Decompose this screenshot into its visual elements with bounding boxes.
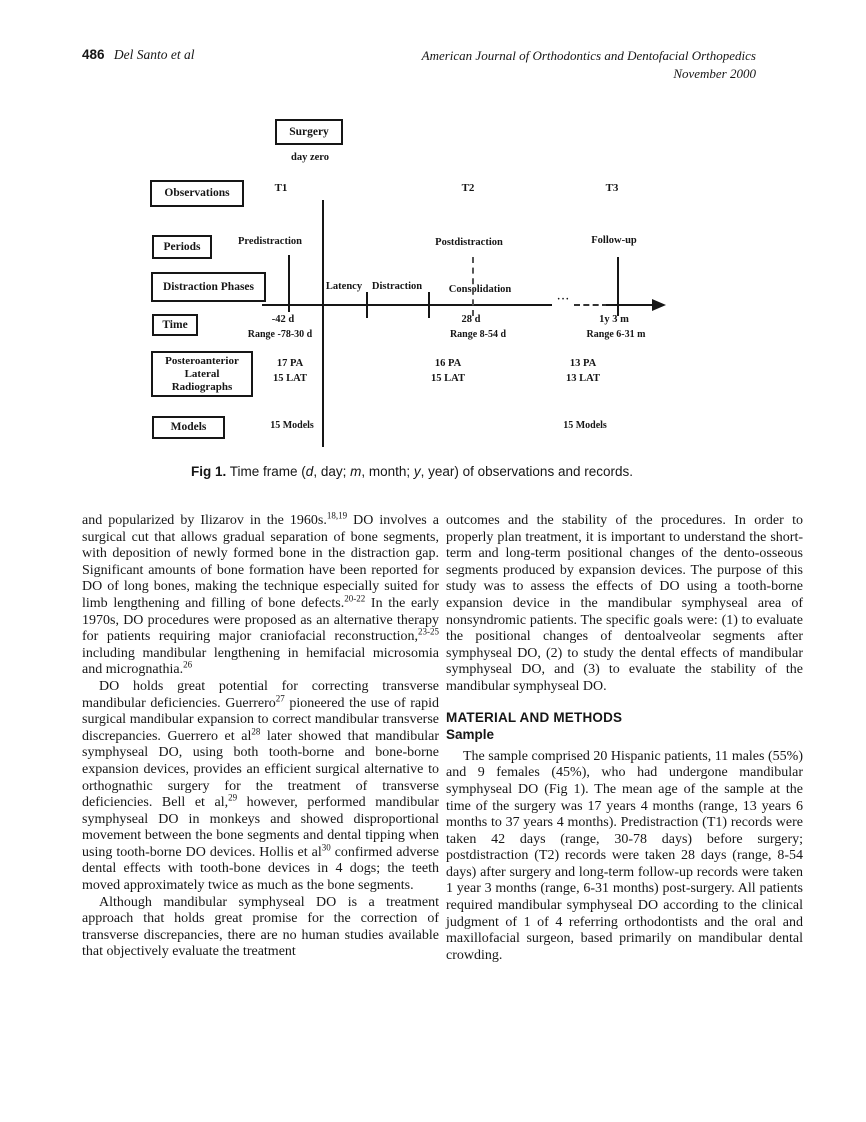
periods-box: Periods <box>152 235 212 259</box>
t2-pa-count: 16 PA <box>434 358 462 369</box>
day-zero-line <box>322 200 324 447</box>
radiographs-box-line2: Lateral Radiographs <box>171 367 233 393</box>
surgery-box: Surgery <box>275 119 343 145</box>
running-authors: Del Santo et al <box>113 47 195 62</box>
figure-caption-text: Time frame (d, day; m, month; y, year) of observations and records. <box>226 464 633 479</box>
t3-time-range: Range 6-31 m <box>586 329 646 340</box>
timeline-axis <box>262 304 552 306</box>
body-paragraph: Although mandibular symphyseal DO is a treatment approach that holds great promise for the correction of transverse discrepancies, there are no human studies available that objectively evaluate the treatment <box>82 894 439 960</box>
t1-pa-count: 17 PA <box>276 358 304 369</box>
day-zero-label: day zero <box>290 152 330 163</box>
t2-time-value: 28 d <box>461 314 481 325</box>
distraction-phases-box: Distraction Phases <box>151 272 266 302</box>
radiographs-box <box>151 351 253 397</box>
followup-label: Follow-up <box>591 235 637 246</box>
timepoint-t3-label: T3 <box>605 182 619 194</box>
t1-time-value: -42 d <box>271 314 295 325</box>
distraction-label: Distraction <box>371 281 423 292</box>
body-column-left <box>82 510 440 961</box>
body-column-right <box>446 513 803 964</box>
t2-time-range: Range 8-54 d <box>449 329 507 340</box>
t3-marker-line <box>617 257 619 316</box>
body-paragraph: The sample comprised 20 Hispanic patients, 11 males (55%) and 9 females (45%), who had undergone mandibular symphyseal DO (Fig 1). The mean age of the sample at the time of the surgery was 17 years 4 months (range, 13 years 6 months to 37 years 4 months). Predistraction (T1) records were taken 42 days (range, 30-78 days) before surgery; postdistraction (T2) records were taken 28 days (range, 8-54 days) after surgery and long-term follow-up records were taken 1 year 3 months (range, 6-31 months) post-surgery. All patients required mandibular symphyseal DO according to the clinical judgment of 1 of 4 referring orthodontists and the oral and maxillofacial surgeon, based primarily on mandibular dental crowding. <box>446 748 803 963</box>
timeline-break: ··· <box>557 294 571 305</box>
issue-date: November 2000 <box>673 66 756 81</box>
body-paragraph: outcomes and the stability of the procedures. In order to properly plan treatment, it is important to understand the short-term and long-term positional changes of the dento-osseous segments produced by expansion devices. The purpose of this study was to assess the effects of DO using a tooth-borne expansion device in the mandibular symphyseal area of nonsyndromic patients. The specific goals were: (1) to evaluate the positional changes of dentoalveolar segments after symphyseal DO, (2) to study the dental effects of mandibular symphyseal DO, and (3) to evaluate the stability of the mandibular symphyseal DO. <box>446 513 803 694</box>
time-box: Time <box>152 314 198 336</box>
figure-caption <box>82 464 742 479</box>
postdistraction-label: Postdistraction <box>435 237 503 248</box>
distraction-end-tick <box>428 292 430 318</box>
timeline-axis-followup <box>606 304 653 306</box>
figure-1 <box>0 0 866 510</box>
timepoint-t2-label: T2 <box>461 182 475 194</box>
section-heading: MATERIAL AND METHODS <box>446 709 623 725</box>
body-paragraph: DO holds great potential for correcting transverse mandibular deficiencies. Guerrero$^{27}$ pioneered the use of rapid surgical mandibular expansion to correct mandibular transverse discrepancies. Guerrero et $al^{28}$ later showed that mandibular symphyseal DO, using both tooth-borne and bone-borne expansion devices, provides an efficient surgical alternative to orthognathic surgery for the treatment of transverse deficiencies. Bell et al,$^{29}$ however, performed mandibular symphyseal DO in monkeys and showed disproportional movement between the bone segments and dental tipping when using tooth-borne DO devices. Hollis et $al^{30}$ confirmed adverse dental effects with tooth-bone devices in 4 dogs; the teeth moved approximately twice as much as the bone segments. <box>82 678 440 894</box>
arrowhead-icon <box>652 299 666 311</box>
observations-box: Observations <box>150 180 244 207</box>
t1-marker-line <box>288 255 290 312</box>
figure-caption-prefix: Fig 1. <box>191 464 227 479</box>
models-box: Models <box>152 416 225 439</box>
timeline-axis-dashed <box>574 304 608 306</box>
t3-pa-count: 13 PA <box>569 358 597 369</box>
t2-marker-line <box>472 257 474 316</box>
t1-lat-count: 15 LAT <box>273 373 307 384</box>
t1-models-count: 15 Models <box>270 420 314 431</box>
t3-lat-count: 13 LAT <box>566 373 600 384</box>
journal-name: American Journal of Orthodontics and Dentofacial Orthopedics <box>421 48 756 63</box>
latency-end-tick <box>366 292 368 318</box>
latency-label: Latency <box>325 281 363 292</box>
predistraction-label: Predistraction <box>238 236 302 247</box>
consolidation-label: Consolidation <box>448 284 512 295</box>
t3-models-count: 15 Models <box>563 420 607 431</box>
radiographs-box-line1: Posteroanterior <box>165 354 239 367</box>
t1-time-range: Range -78-30 d <box>247 329 313 340</box>
subsection-heading: Sample <box>446 727 495 743</box>
body-paragraph: and popularized by Ilizarov in the 1960s.$^{18,19}$ DO involves a surgical cut that allows gradual separation of bone segments, with deposition of newly formed bone in the distraction gap. Significant amounts of bone formation have been reported for DO of long bones, making the technique especially suited for limb lengthening and filling of bone defects.$^{20-22}$ In the early 1970s, DO procedures were proposed as an alternative therapy for patients requiring major craniofacial reconstruction,$^{23-25}$ including mandibular lengthening in hemifacial microsomia and micrognathia.$^{26}$ <box>82 510 440 678</box>
timepoint-t1-label: T1 <box>274 182 288 194</box>
page-number: 486 <box>82 47 105 62</box>
t2-lat-count: 15 LAT <box>431 373 465 384</box>
t3-time-value: 1y 3 m <box>599 314 629 325</box>
